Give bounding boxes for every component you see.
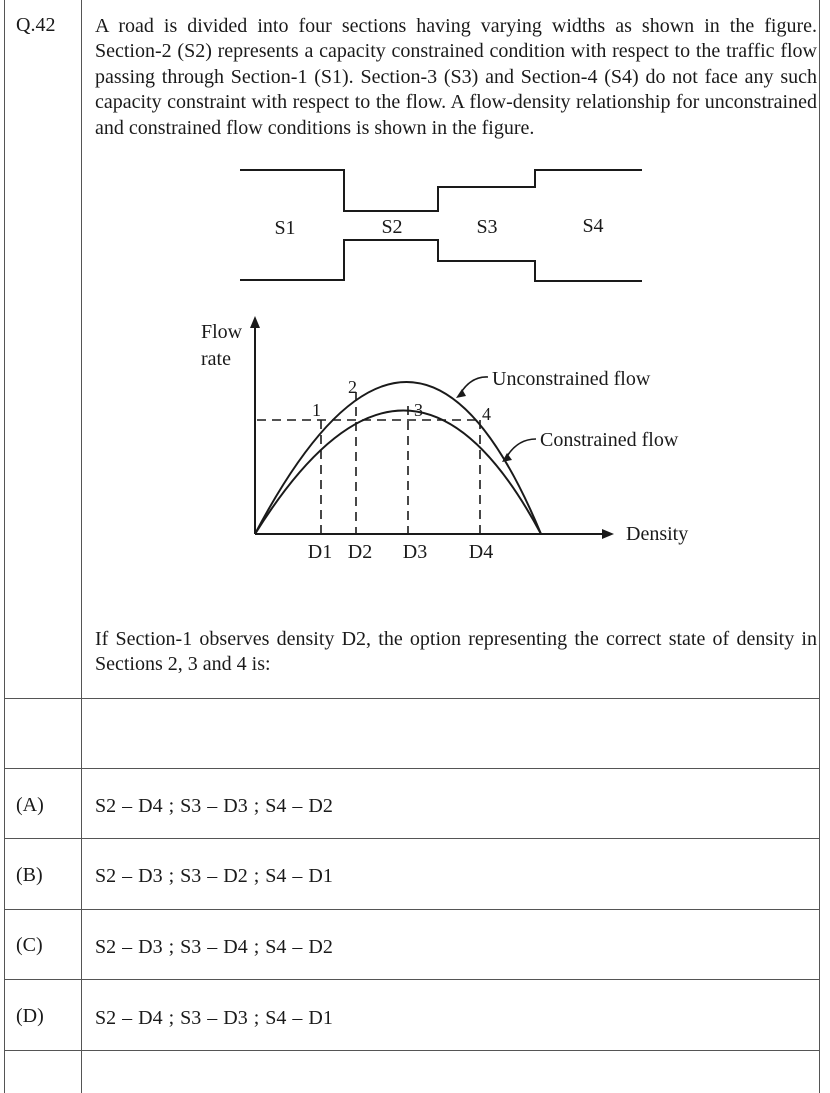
point-label-4: 4 <box>482 404 491 424</box>
question-number: Q.42 <box>16 14 56 36</box>
option-b-text[interactable]: S2 – D3 ; S3 – D2 ; S4 – D1 <box>95 865 333 887</box>
unconstrained-callout-hook <box>460 377 488 394</box>
section-label-s1: S1 <box>274 217 296 239</box>
row-divider <box>4 979 820 980</box>
constrained-flow-curve <box>255 411 541 535</box>
point-label-1: 1 <box>312 400 321 420</box>
unconstrained-flow-label: Unconstrained flow <box>492 368 651 390</box>
row-divider <box>4 838 820 839</box>
option-a-text[interactable]: S2 – D4 ; S3 – D3 ; S4 – D2 <box>95 795 333 817</box>
question-table <box>4 0 820 1093</box>
road-sections-figure <box>4 150 820 290</box>
question-prompt: If Section-1 observes density D2, the option representing the correct state of density in Sections 2, 3 and 4 is: <box>95 628 817 676</box>
y-axis-label-line2: rate <box>201 348 231 370</box>
section-label-s2: S2 <box>381 216 403 238</box>
density-label-d3: D3 <box>402 541 428 563</box>
section-label-s3: S3 <box>476 216 498 238</box>
constrained-flow-label: Constrained flow <box>540 429 679 451</box>
option-c-text[interactable]: S2 – D3 ; S3 – D4 ; S4 – D2 <box>95 936 333 958</box>
density-label-d2: D2 <box>347 541 373 563</box>
row-divider <box>4 1050 820 1051</box>
section-label-s4: S4 <box>582 215 604 237</box>
density-label-d4: D4 <box>468 541 494 563</box>
option-b-label[interactable]: (B) <box>16 864 43 886</box>
option-d-label[interactable]: (D) <box>16 1005 44 1027</box>
density-label-d1: D1 <box>307 541 333 563</box>
point-label-3: 3 <box>414 400 423 420</box>
y-axis-arrow <box>250 316 260 328</box>
point-label-2: 2 <box>348 377 357 397</box>
option-a-label[interactable]: (A) <box>16 794 44 816</box>
road-bottom-edge <box>240 240 642 281</box>
road-top-edge <box>240 170 642 211</box>
row-divider <box>4 768 820 769</box>
option-c-label[interactable]: (C) <box>16 934 43 956</box>
x-axis-label: Density <box>626 523 689 545</box>
unconstrained-flow-curve <box>255 382 541 534</box>
question-stem: A road is divided into four sections having varying widths as shown in the figure. Section-2 (S2) represents a capacity constrained condition with respect to the traffic flow passing through Section-1 (S1). Section-3 (S3) and Section-4 (S4) do not face any such capacity constraint with respect to the flow. A flow-density relationship for unconstrained and constrained flow conditions is shown in the figure. <box>95 15 817 139</box>
y-axis-label-line1: Flow <box>201 321 243 343</box>
row-divider <box>4 909 820 910</box>
flow-density-figure <box>4 310 820 570</box>
option-d-text[interactable]: S2 – D4 ; S3 – D3 ; S4 – D1 <box>95 1007 333 1029</box>
row-divider <box>4 698 820 699</box>
constrained-callout-hook <box>506 439 536 458</box>
x-axis-arrow <box>602 529 614 539</box>
